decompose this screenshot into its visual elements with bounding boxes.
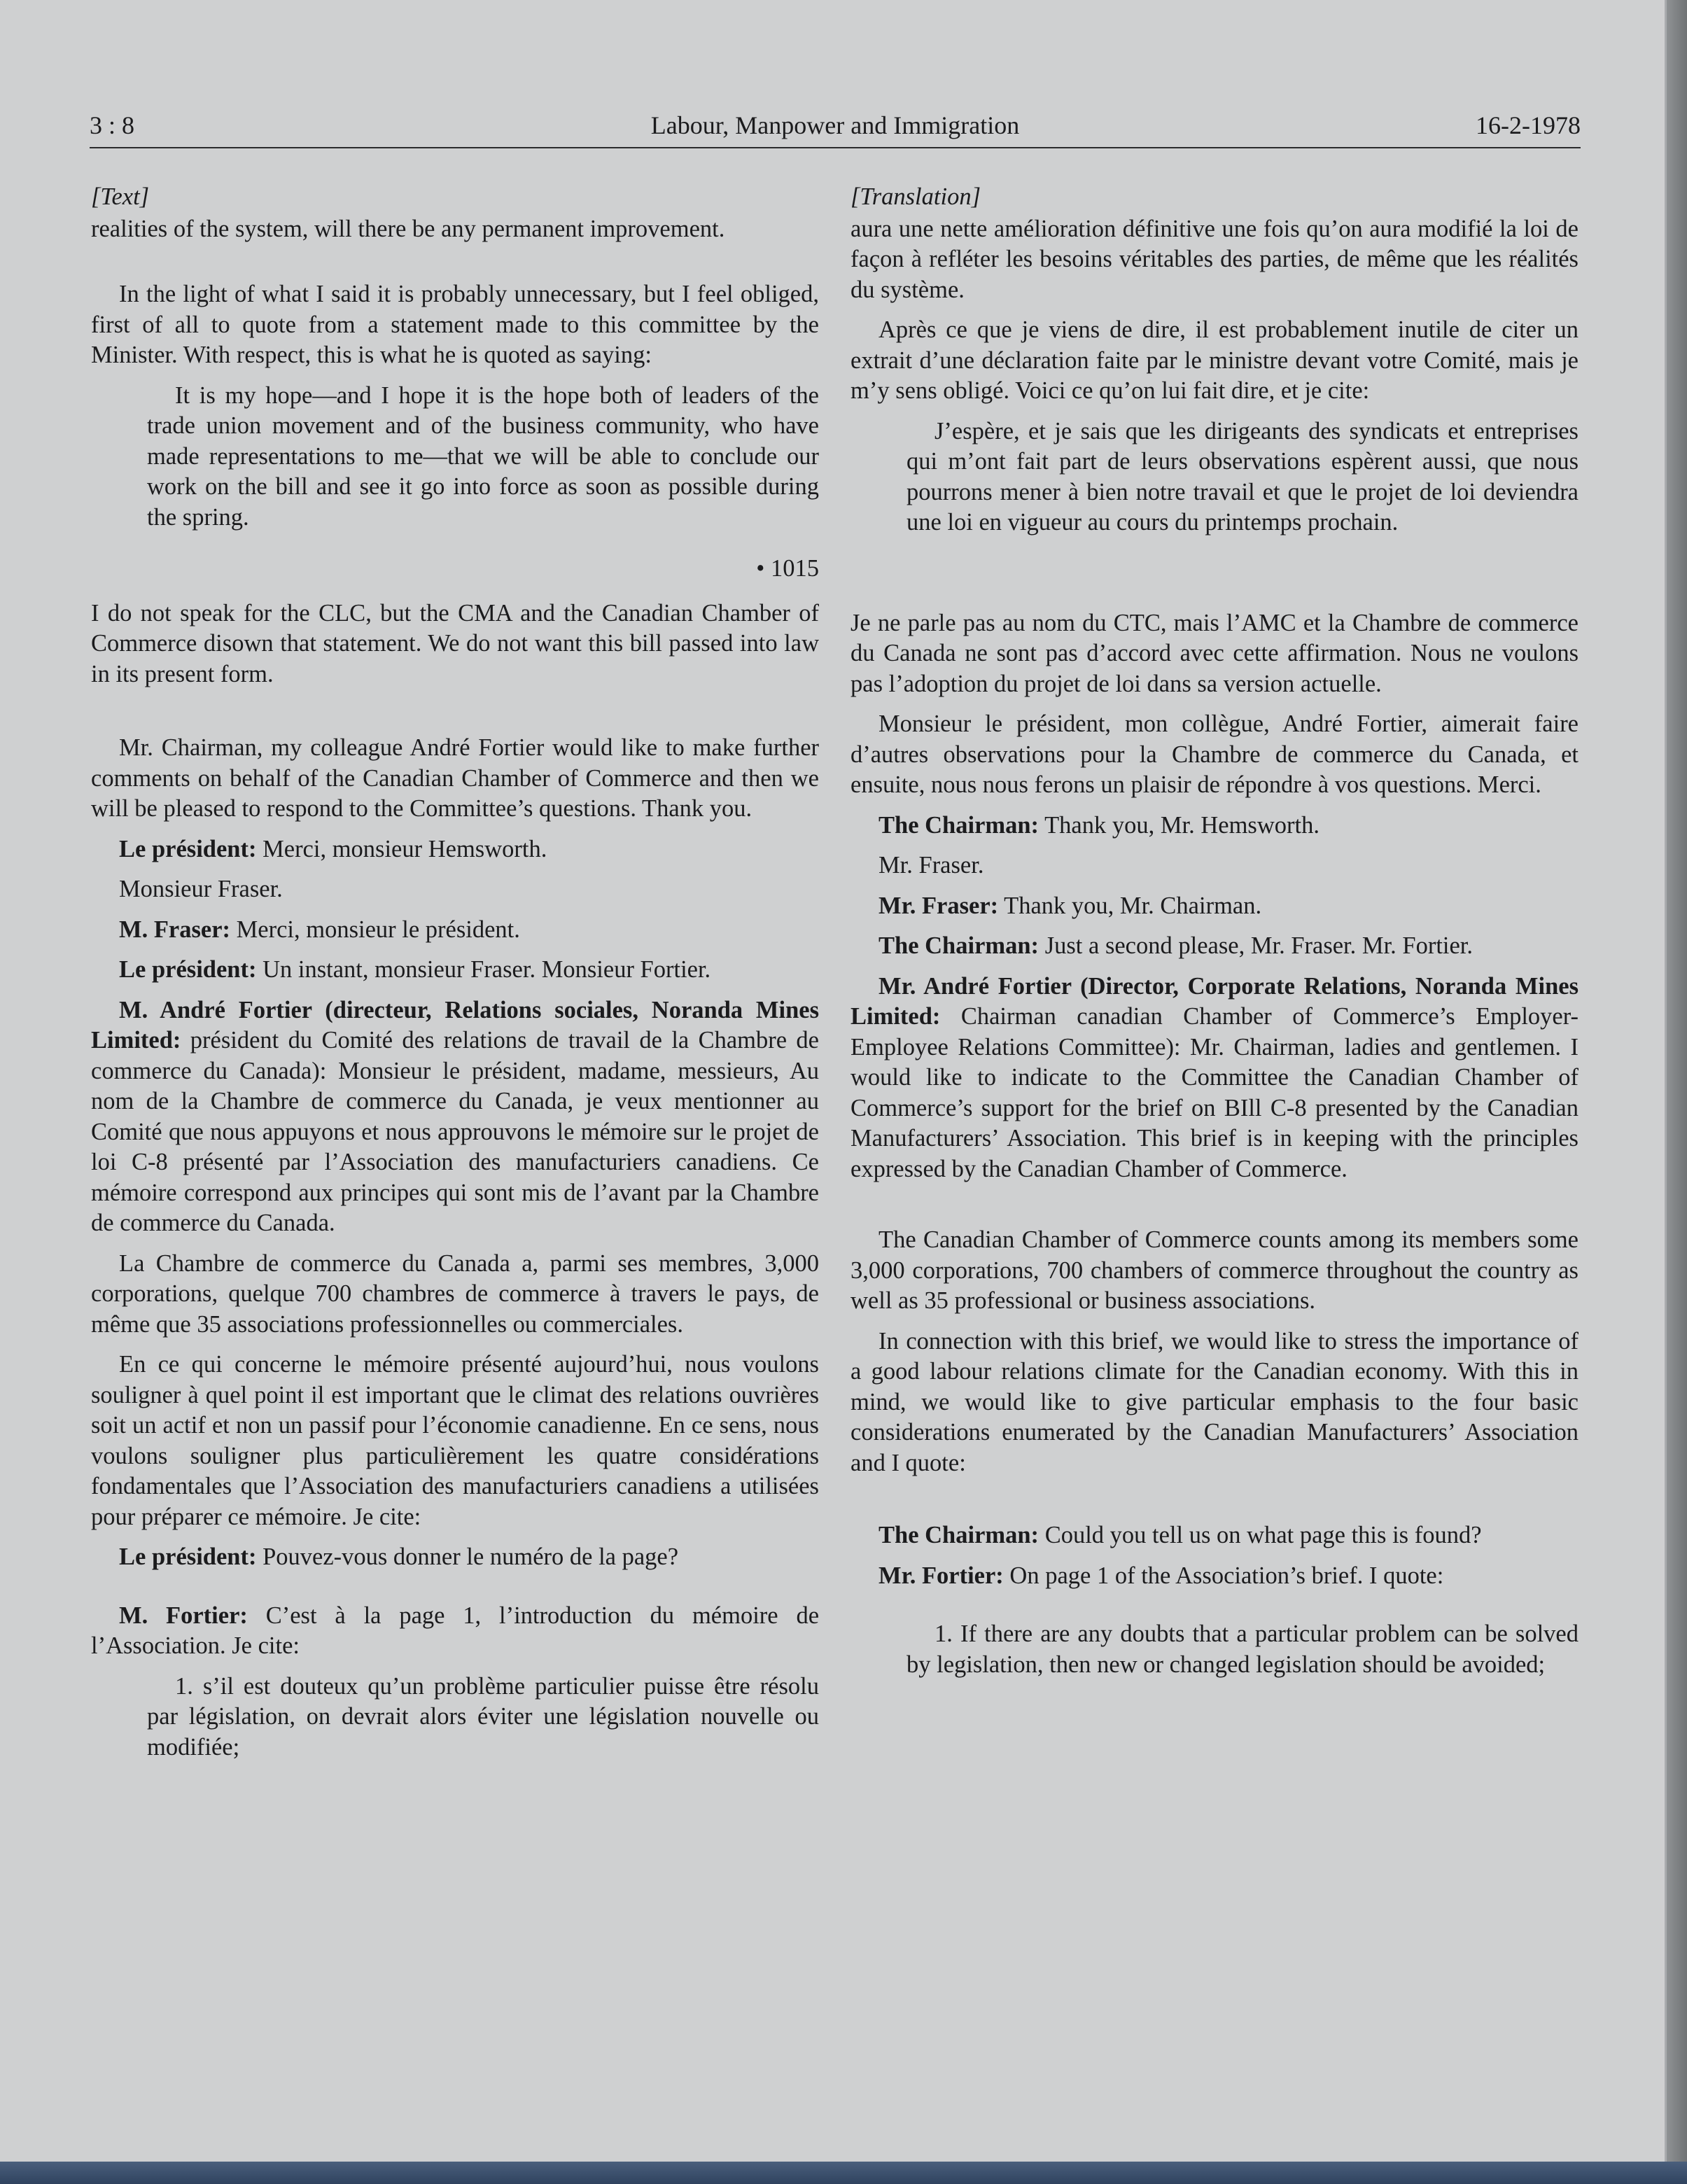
page-number: 3 : 8 xyxy=(90,111,135,139)
speaker: Mr. André Fortier (Director, Corporate Relations, Noranda Mines Limited: xyxy=(850,972,1578,1030)
speech: Monsieur Fraser. xyxy=(119,876,283,902)
book-cover-edge xyxy=(0,2162,1687,2184)
paragraph: In the light of what I said it is probably unnecessary, but I feel obliged, first of all to quote from a statement made to this committee by the Minister. With respect, this is what he is quoted as saying: xyxy=(91,281,819,368)
speaker: Le président: xyxy=(119,835,257,862)
paragraph: Je ne parle pas au nom du CTC, mais l’AMC et la Chambre de commerce du Canada ne sont pas d’accord avec cette affirmation. Nous ne voulons pas l’adoption du projet de loi dans sa version actuelle. xyxy=(850,609,1578,697)
speaker: M. André Fortier (directeur, Relations sociales, Noranda Mines Limited: xyxy=(91,996,819,1054)
speech: Le président: Un instant, monsieur Fraser. Monsieur Fortier. xyxy=(119,956,711,983)
speech: Mr. Fortier: On page 1 of the Association’s brief. I quote: xyxy=(878,1562,1444,1589)
running-header xyxy=(90,111,1581,148)
speech: The Chairman: Just a second please, Mr. Fraser. Mr. Fortier. xyxy=(878,932,1474,959)
speech: M. Fraser: Merci, monsieur le président. xyxy=(119,916,520,943)
book-edge xyxy=(1667,0,1687,2184)
paragraph: Après ce que je viens de dire, il est probablement inutile de citer un extrait d’une déclaration faite par le ministre devant votre Comité, mais je m’y sens obligé. Voici ce qu’on lui fait dire, et je cite: xyxy=(850,316,1578,404)
english-column xyxy=(91,182,819,1772)
paragraph: En ce qui concerne le mémoire présenté aujourd’hui, nous voulons souligner à quel point il est important que le climat des relations ouvrières soit un actif et non un passif pour l’économie canadienne. En ce sens, nous voulons souligner plus particulièrement les quatre considérations fondamentales que l’Association des manufacturiers canadiens a utilisées pour préparer ce mémoire. Je cite: xyxy=(91,1351,819,1530)
publication-title: Labour, Manpower and Immigration xyxy=(650,111,1020,139)
speech: Mr. Fraser: Thank you, Mr. Chairman. xyxy=(878,892,1262,919)
translation-label: [Translation] xyxy=(850,183,981,210)
speech: The Chairman: Could you tell us on what page this is found? xyxy=(878,1522,1482,1548)
paragraph: I do not speak for the CLC, but the CMA and the Canadian Chamber of Commerce disown that statement. We do not want this bill passed into law in its present form. xyxy=(91,599,819,687)
paragraph: The Canadian Chamber of Commerce counts among its members some 3,000 corporations, 700 chambers of commerce throughout the country as well as 35 professional or business associations. xyxy=(850,1226,1578,1314)
speaker: The Chairman: xyxy=(878,811,1040,839)
paragraph: realities of the system, will there be any permanent improvement. xyxy=(91,215,725,242)
speaker: The Chairman: xyxy=(878,1522,1040,1548)
issue-date: 16-2-1978 xyxy=(1476,111,1581,139)
brief-quote: 1. If there are any doubts that a particular problem can be solved by legislation, then new or changed legislation should be avoided; xyxy=(906,1620,1578,1678)
minister-quote: J’espère, et je sais que les dirigeants des syndicats et entreprises qui m’ont fait part de leurs observations espèrent aussi, que nous pourrons mener à bien notre travail et que le projet de loi deviendra une loi en vigueur au cours du printemps prochain. xyxy=(906,417,1578,536)
paragraph: La Chambre de commerce du Canada a, parmi ses membres, 3,000 corporations, quelque 700 chambres de commerce à travers le pays, de même que 35 associations professionnelles ou commerciales. xyxy=(91,1250,819,1338)
speaker: Le président: xyxy=(119,1544,257,1570)
speech: Mr. André Fortier (Director, Corporate Relations, Noranda Mines Limited: Chairman canadian Chamber of Commerce’s Employer-Employee Relations Committee): Mr. Chairman, ladies and gentlemen. I would like to indicate to the Committee the Canadian Chamber of Commerce’s support for the brief on BIll C-8 presented by the Canadian Manufacturers’ Association. This brief is in keeping with the principles expressed by the Canadian Chamber of Commerce. xyxy=(850,972,1578,1182)
time-marker: • 1015 xyxy=(756,555,819,582)
brief-quote: 1. s’il est douteux qu’un problème particulier puisse être résolu par législation, on devrait alors éviter une législation nouvelle ou modifiée; xyxy=(147,1672,819,1760)
speaker: M. Fraser: xyxy=(119,916,230,943)
speech: The Chairman: Thank you, Mr. Hemsworth. xyxy=(878,811,1320,839)
paragraph: Monsieur le président, mon collègue, André Fortier, aimerait faire d’autres observations pour la Chambre de commerce du Canada, et ensuite, nous nous ferons un plaisir de répondre à vos questions. Merci. xyxy=(850,710,1578,798)
text-label: [Text] xyxy=(91,183,150,210)
speech: M. Fortier: C’est à la page 1, l’introduction du mémoire de l’Association. Je cite: xyxy=(91,1602,820,1659)
speaker: M. Fortier: xyxy=(119,1602,248,1629)
speaker: Le président: xyxy=(119,956,257,983)
speech: M. André Fortier (directeur, Relations sociales, Noranda Mines Limited: président du Comité des relations de travail de la Chambre de commerce du Canada): Monsieur le président, madame, messieurs, Au nom de la Chambre de commerce du Canada, je veux mentionner au Comité que nous appuyons et nous approuvons le mémoire sur le projet de loi C-8 présenté par l’Association des manufacturiers canadiens. Ce mémoire correspond aux principes qui sont mis de l’avant par la Chambre de commerce du Canada. xyxy=(91,996,819,1236)
speaker: Mr. Fraser: xyxy=(878,892,999,919)
paragraph: Mr. Chairman, my colleague André Fortier would like to make further comments on behalf of the Canadian Chamber of Commerce and then we will be pleased to respond to the Committee’s questions. Thank you. xyxy=(91,734,819,822)
paragraph: aura une nette amélioration définitive une fois qu’on aura modifié la loi de façon à refléter les besoins véritables des parties, de même que les réalités du système. xyxy=(850,215,1578,303)
speech: Le président: Merci, monsieur Hemsworth. xyxy=(119,835,547,862)
french-translation-column xyxy=(850,182,1578,1690)
speech: Le président: Pouvez-vous donner le numéro de la page? xyxy=(119,1544,679,1570)
minister-quote: It is my hope—and I hope it is the hope both of leaders of the trade union movement and of the business community, who have made representations to me—that we will be able to conclude our work on the bill and see it go into force as soon as possible during the spring. xyxy=(147,382,819,531)
speaker: The Chairman: xyxy=(878,932,1040,959)
speaker: Mr. Fortier: xyxy=(878,1562,1004,1589)
speech: Mr. Fraser. xyxy=(878,852,984,878)
paragraph: In connection with this brief, we would like to stress the importance of a good labour relations climate for the Canadian economy. With this in mind, we would like to give particular emphasis to the four basic considerations enumerated by the Canadian Manufacturers’ Association and I quote: xyxy=(850,1327,1578,1476)
